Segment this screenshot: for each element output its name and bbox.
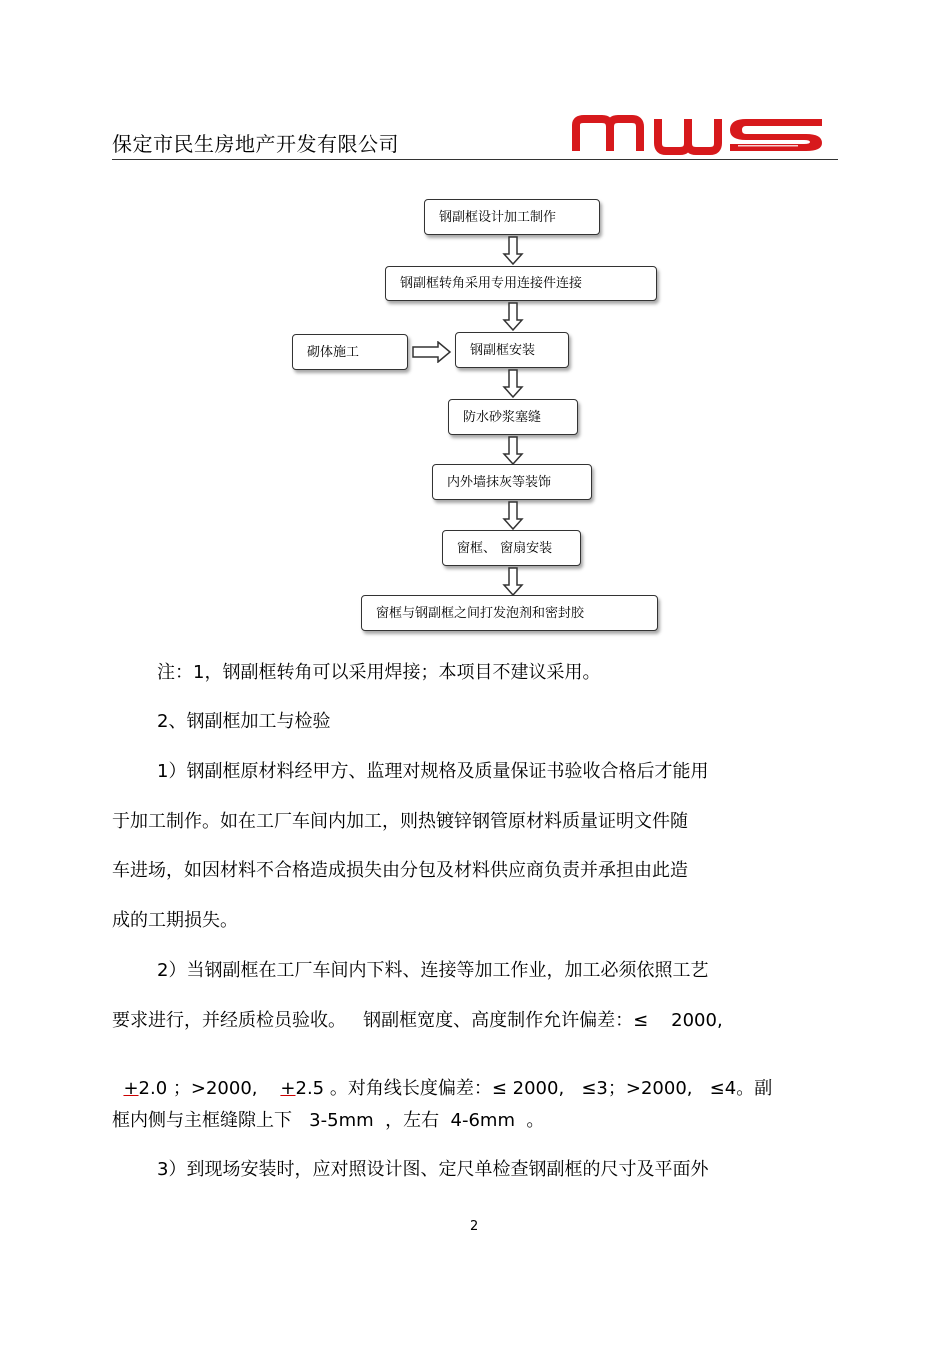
paragraph-3-line-1: 3）到现场安装时，应对照设计图、定尺单检查钢副框的尺寸及平面外 <box>157 1159 709 1180</box>
down-arrow-icon <box>502 501 524 531</box>
paragraph-1-line-4: 成的工期损失。 <box>112 910 238 931</box>
tolerance-text-a: 2.0 ；>2000, <box>138 1078 281 1099</box>
page-number: 2 <box>470 1219 479 1234</box>
section-heading: 2、钢副框加工与检验 <box>157 711 331 732</box>
paragraph-2-line-4: 框内侧与主框缝隙上下 3-5mm ，左右 4-6mm 。 <box>112 1110 545 1131</box>
flow-step-4: 防水砂浆塞缝 <box>448 399 578 435</box>
down-arrow-icon <box>502 236 524 266</box>
flowchart-note: 注：1，钢副框转角可以采用焊接；本项目不建议采用。 <box>157 662 601 683</box>
company-logo <box>570 115 828 159</box>
paragraph-2-line-3 <box>112 1062 772 1098</box>
down-arrow-icon <box>502 369 524 399</box>
header-divider <box>112 159 838 160</box>
company-name: 保定市民生房地产开发有限公司 <box>112 132 399 156</box>
paragraph-1-line-1: 1）钢副框原材料经甲方、监理对规格及质量保证书验收合格后才能用 <box>157 761 709 782</box>
tolerance-text-b: 2.5 。对角线长度偏差：≤ 2000, ≤3；>2000, ≤4。副 <box>295 1078 773 1099</box>
plus-minus-sign: + <box>280 1078 296 1099</box>
plus-minus-sign: + <box>123 1078 139 1099</box>
flow-step-6: 窗框、 窗扇安装 <box>442 530 581 566</box>
flow-step-7: 窗框与钢副框之间打发泡剂和密封胶 <box>361 595 658 631</box>
flow-step-5: 内外墙抹灰等装饰 <box>432 464 592 500</box>
paragraph-2-line-2: 要求进行，并经质检员验收。 钢副框宽度、高度制作允许偏差：≤ 2000, <box>112 1010 723 1031</box>
down-arrow-icon <box>502 436 524 466</box>
right-arrow-icon <box>412 341 452 363</box>
paragraph-1-line-3: 车进场，如因材料不合格造成损失由分包及材料供应商负责并承担由此造 <box>112 860 688 881</box>
flow-step-1: 钢副框设计加工制作 <box>424 199 600 235</box>
down-arrow-icon <box>502 302 524 332</box>
paragraph-2-line-1: 2）当钢副框在工厂车间内下料、连接等加工作业，加工必须依照工艺 <box>157 960 709 981</box>
flow-step-2: 钢副框转角采用专用连接件连接 <box>385 266 657 301</box>
paragraph-1-line-2: 于加工制作。如在工厂车间内加工，则热镀锌钢管原材料质量证明文件随 <box>112 811 688 832</box>
down-arrow-icon <box>502 567 524 597</box>
flow-step-3: 钢副框安装 <box>455 332 569 368</box>
flow-side-input: 砌体施工 <box>292 334 408 370</box>
